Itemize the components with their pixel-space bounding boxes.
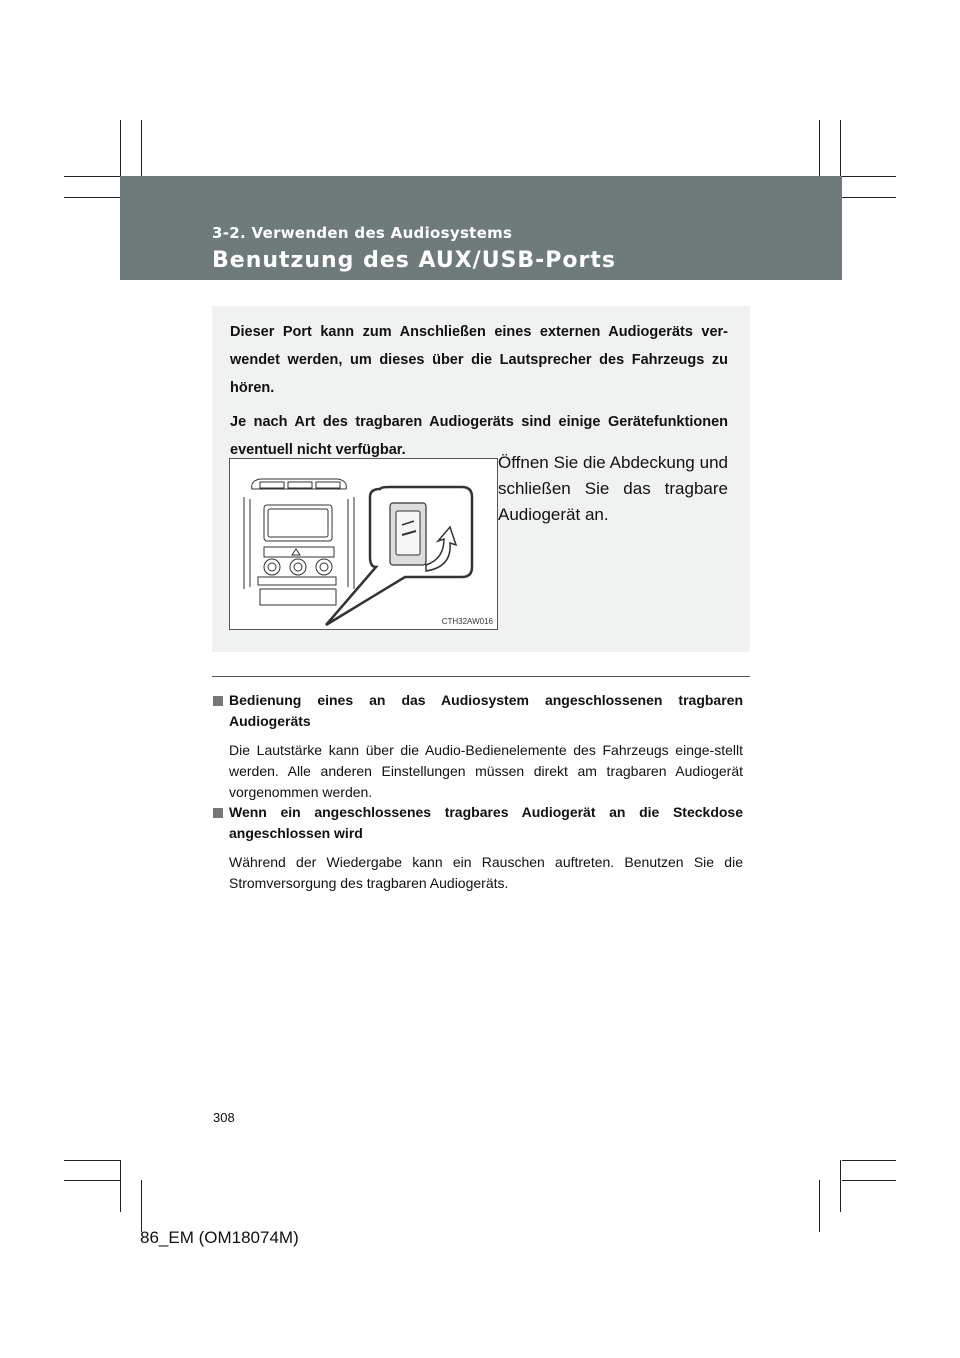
divider bbox=[212, 676, 750, 677]
note-item bbox=[213, 690, 743, 803]
page-number: 308 bbox=[213, 1110, 235, 1125]
note-heading bbox=[213, 802, 743, 844]
crop-mark bbox=[64, 1160, 120, 1161]
note-heading bbox=[213, 690, 743, 732]
crop-mark bbox=[120, 120, 121, 176]
crop-mark bbox=[819, 1180, 820, 1232]
crop-mark bbox=[64, 1180, 120, 1181]
note-heading-text: Bedienung eines an das Audiosystem angeschlossenen tragbaren Audiogeräts bbox=[229, 692, 743, 729]
dashboard-illustration bbox=[230, 459, 497, 629]
crop-mark bbox=[64, 176, 120, 177]
usb-port-illustration bbox=[229, 458, 498, 630]
header-bar bbox=[120, 176, 842, 280]
note-heading-text: Wenn ein angeschlossenes tragbares Audiogerät an die Steckdose angeschlossen wird bbox=[229, 804, 743, 841]
footer-code: 86_EM (OM18074M) bbox=[140, 1228, 299, 1247]
illustration-code: CTH32AW016 bbox=[441, 617, 493, 626]
crop-mark bbox=[141, 120, 142, 176]
intro-box bbox=[212, 306, 750, 652]
bullet-square-icon bbox=[213, 696, 223, 706]
page-title: Benutzung des AUX/USB-Ports bbox=[212, 248, 617, 273]
note-item bbox=[213, 802, 743, 894]
crop-mark bbox=[64, 197, 120, 198]
crop-mark bbox=[819, 120, 820, 176]
note-body: Während der Wiedergabe kann ein Rauschen auftreten. Benutzen Sie die Stromversorgung des tragbaren Audiogeräts. bbox=[229, 854, 743, 891]
crop-mark bbox=[840, 1160, 841, 1212]
crop-mark bbox=[842, 1160, 896, 1161]
crop-mark bbox=[141, 1180, 142, 1232]
intro-paragraph: Dieser Port kann zum Anschließen eines externen Audiogeräts ver-wendet werden, um dieses über die Lautsprecher des Fahrzeugs zu hören. bbox=[230, 324, 728, 396]
crop-mark bbox=[120, 1160, 121, 1212]
crop-mark bbox=[842, 197, 896, 198]
crop-mark bbox=[842, 1180, 896, 1181]
note-body: Die Lautstärke kann über die Audio-Bedienelemente des Fahrzeugs einge-stellt werden. Alle anderen Einstellungen müssen direkt am tragbaren Audiogerät vorgenommen werden. bbox=[229, 742, 743, 800]
intro-text bbox=[230, 318, 728, 470]
crop-mark bbox=[842, 176, 896, 177]
step-instruction: Öffnen Sie die Abdeckung und schließen Sie das tragbare Audiogerät an. bbox=[498, 453, 728, 524]
intro-paragraph: Je nach Art des tragbaren Audiogeräts sind einige Gerätefunktionen eventuell nicht verfügbar. bbox=[230, 414, 728, 458]
crop-mark bbox=[840, 120, 841, 176]
bullet-square-icon bbox=[213, 808, 223, 818]
section-label: 3-2. Verwenden des Audiosystems bbox=[212, 224, 513, 242]
